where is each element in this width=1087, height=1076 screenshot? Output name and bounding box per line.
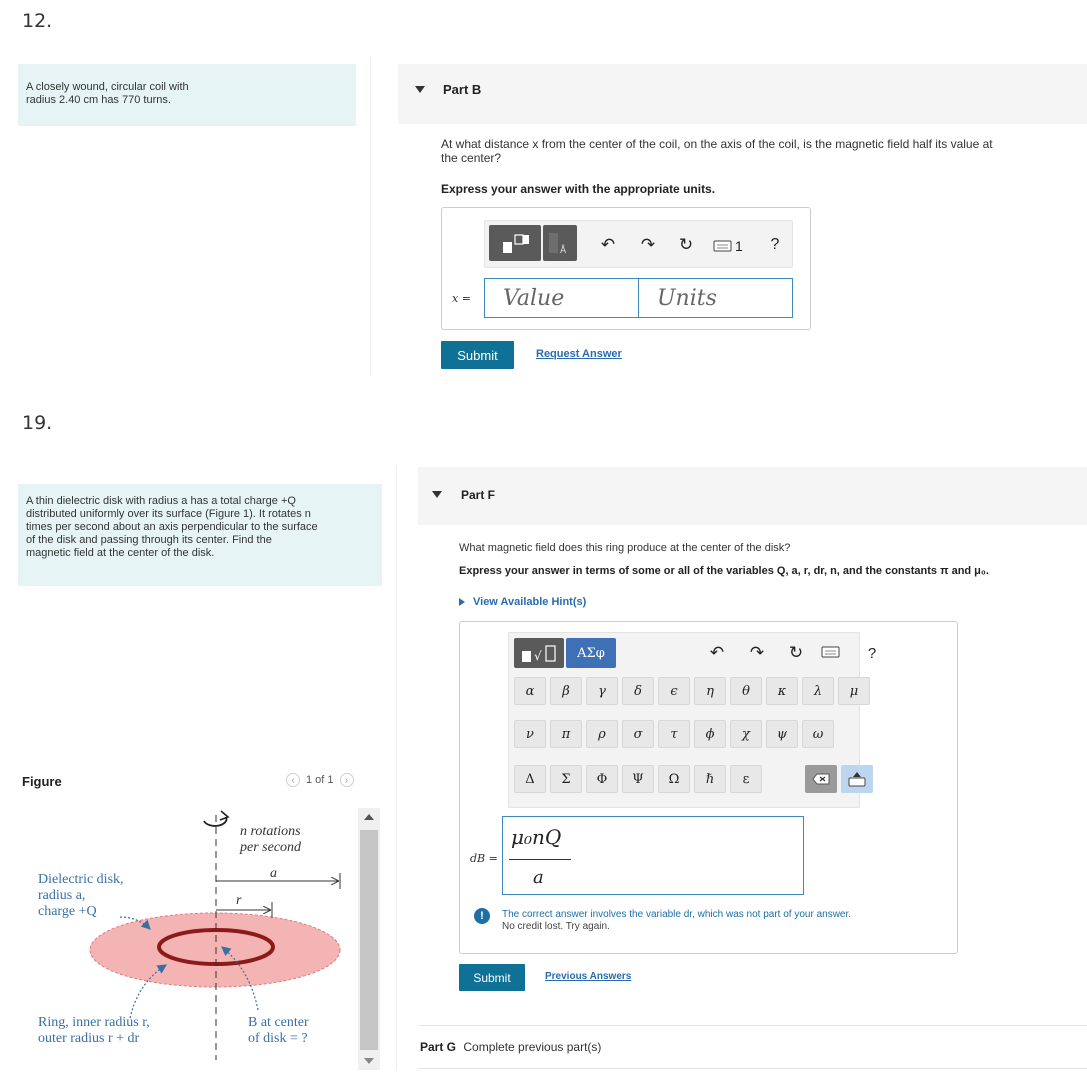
scroll-down-arrow-icon[interactable] <box>364 1058 374 1064</box>
collapse-caret-icon[interactable] <box>432 491 442 498</box>
column-divider <box>370 58 371 376</box>
problem-text-line: times per second about an axis perpendicular to the surface <box>26 521 318 533</box>
equation-toolbar <box>484 220 793 268</box>
part-g-header[interactable] <box>420 1040 601 1054</box>
greek-key[interactable]: α <box>514 677 546 705</box>
answer-instruction: Express your answer in terms of some or all of the variables Q, a, r, dr, n, and the constants π and μ₀. <box>459 565 989 577</box>
part-title: Part G <box>420 1040 457 1054</box>
figure-label-a: a <box>270 866 277 881</box>
feedback-line: No credit lost. Try again. <box>502 921 610 932</box>
answer-numerator: μ₀nQ <box>511 825 562 849</box>
keyboard-icon <box>713 239 733 253</box>
answer-variable-label: dB = <box>470 852 498 865</box>
feedback-alert-icon: ! <box>474 908 490 924</box>
greek-key[interactable]: ϵ <box>658 677 690 705</box>
scroll-up-arrow-icon[interactable] <box>364 814 374 820</box>
view-hints-label: View Available Hint(s) <box>473 596 587 608</box>
submit-button[interactable]: Submit <box>459 964 525 991</box>
figure-label-line: Dielectric disk, <box>38 872 124 887</box>
templates-icon <box>489 225 541 261</box>
greek-key[interactable]: μ <box>838 677 870 705</box>
keyboard-shortcuts-button[interactable] <box>713 236 755 256</box>
question-line: At what distance x from the center of the coil, on the axis of the coil, is the magnetic field half its value at <box>441 137 993 151</box>
units-icon <box>543 225 577 261</box>
question-text: What magnetic field does this ring produce at the center of the disk? <box>459 542 791 554</box>
previous-figure-button[interactable]: ‹ <box>286 773 300 787</box>
redo-icon[interactable]: ↷ <box>749 643 765 662</box>
submit-button[interactable]: Submit <box>441 341 514 369</box>
redo-icon[interactable]: ↷ <box>640 235 656 254</box>
figure-label-line: outer radius r + dr <box>38 1031 140 1046</box>
problem-statement-12 <box>18 64 356 126</box>
problem-text-line: A closely wound, circular coil with <box>26 81 189 93</box>
keyboard-shortcuts-button[interactable] <box>821 645 841 661</box>
greek-key[interactable]: π <box>550 720 582 748</box>
greek-keys-row-1 <box>514 677 886 705</box>
scrollbar-thumb[interactable] <box>360 830 378 1050</box>
keyboard-icon <box>821 645 841 659</box>
figure-scrollbar[interactable] <box>358 808 380 1070</box>
problem-statement-19 <box>18 484 382 586</box>
part-divider <box>418 1068 1087 1069</box>
problem-text-line: magnetic field at the center of the disk. <box>26 547 215 559</box>
greek-key[interactable]: χ <box>730 720 762 748</box>
greek-key[interactable]: Ω <box>658 765 690 793</box>
figure-label-b <box>248 1015 309 1047</box>
greek-key[interactable]: Φ <box>586 765 618 793</box>
greek-key[interactable]: Ψ <box>622 765 654 793</box>
problem-text-line: A thin dielectric disk with radius a has a total charge +Q <box>26 495 296 507</box>
part-title: Part B <box>443 82 482 97</box>
figure-pager <box>286 773 354 787</box>
feedback-message <box>502 909 851 933</box>
problem-text-line: of the disk and passing through its center. Find the <box>26 534 272 546</box>
greek-key[interactable]: θ <box>730 677 762 705</box>
greek-key[interactable]: λ <box>802 677 834 705</box>
reset-icon[interactable]: ↻ <box>788 643 804 662</box>
request-answer-link[interactable]: Request Answer <box>536 348 622 360</box>
answer-box <box>441 207 811 330</box>
part-divider <box>418 1025 1087 1026</box>
greek-key[interactable]: ϕ <box>694 720 726 748</box>
question-number-19: 19. <box>22 412 53 434</box>
figure-label-ring <box>38 1015 150 1047</box>
greek-key[interactable]: τ <box>658 720 690 748</box>
greek-key[interactable]: κ <box>766 677 798 705</box>
part-status: Complete previous part(s) <box>463 1040 602 1054</box>
fraction-bar <box>509 859 571 860</box>
next-figure-button[interactable]: › <box>340 773 354 787</box>
variable-label: x = <box>452 292 471 305</box>
keyboard-count: 1 <box>735 238 743 254</box>
question-number-12: 12. <box>22 10 53 32</box>
backspace-icon <box>812 773 830 785</box>
templates-icon <box>514 638 564 668</box>
templates-button[interactable] <box>514 638 564 668</box>
templates-button[interactable] <box>489 225 541 261</box>
help-button[interactable]: ? <box>867 644 877 662</box>
figure-pager-label: 1 of 1 <box>306 774 334 786</box>
figure-label-line: per second <box>240 840 302 855</box>
keyboard-toggle-button[interactable] <box>841 765 873 793</box>
svg-text:√: √ <box>534 649 542 663</box>
part-f-header[interactable] <box>418 467 1087 525</box>
greek-key[interactable]: γ <box>586 677 618 705</box>
greek-key[interactable]: δ <box>622 677 654 705</box>
greek-key[interactable]: σ <box>622 720 654 748</box>
dielectric-disk <box>90 913 340 987</box>
column-divider <box>396 465 397 1070</box>
figure-title: Figure <box>22 774 62 789</box>
figure-label-line: Ring, inner radius r, <box>38 1015 150 1030</box>
greek-key[interactable]: ψ <box>766 720 798 748</box>
figure-label-line: n rotations <box>240 824 301 839</box>
part-title: Part F <box>461 488 496 502</box>
feedback-line: The correct answer involves the variable dr, which was not part of your answer. <box>502 909 852 920</box>
greek-key[interactable]: Σ <box>550 765 582 793</box>
figure-label-disk <box>38 872 124 920</box>
backspace-button[interactable] <box>805 765 837 793</box>
previous-answers-link[interactable]: Previous Answers <box>545 971 632 982</box>
answer-input[interactable] <box>502 816 804 895</box>
figure-label-line: B at center <box>248 1015 309 1030</box>
units-input[interactable]: Units <box>638 278 793 318</box>
answer-denominator: a <box>533 867 544 888</box>
undo-icon[interactable]: ↶ <box>709 643 725 662</box>
greek-key[interactable]: ω <box>802 720 834 748</box>
view-hints-toggle[interactable] <box>459 596 586 608</box>
problem-text-line: distributed uniformly over its surface (Figure 1). It rotates n <box>26 508 311 520</box>
problem-text-line: radius 2.40 cm has 770 turns. <box>26 94 171 106</box>
figure-label-rotations <box>240 824 301 856</box>
answer-box <box>459 621 958 954</box>
units-templates-button[interactable] <box>543 225 577 261</box>
greek-tab-button[interactable]: AΣφ <box>566 638 616 668</box>
keyboard-icon <box>848 777 866 787</box>
greek-key[interactable]: Δ <box>514 765 546 793</box>
reset-icon[interactable]: ↻ <box>678 235 694 254</box>
greek-key[interactable]: ε <box>730 765 762 793</box>
svg-text:Å: Å <box>560 246 567 256</box>
greek-key[interactable]: β <box>550 677 582 705</box>
question-line: the center? <box>441 151 502 165</box>
figure-label-r: r <box>236 893 242 908</box>
undo-icon[interactable]: ↶ <box>600 235 616 254</box>
figure-label-line: of disk = ? <box>248 1031 308 1046</box>
part-b-header[interactable] <box>398 64 1087 124</box>
help-button[interactable]: ? <box>770 236 780 253</box>
greek-key[interactable]: ν <box>514 720 546 748</box>
answer-instruction: Express your answer with the appropriate units. <box>441 182 716 196</box>
greek-key[interactable]: η <box>694 677 726 705</box>
value-input[interactable]: Value <box>484 278 639 318</box>
figure-label-line: radius a, <box>38 888 86 903</box>
collapse-caret-icon[interactable] <box>415 86 425 93</box>
question-text <box>441 137 1086 165</box>
greek-key[interactable]: ρ <box>586 720 618 748</box>
figure-label-line: charge +Q <box>38 904 97 919</box>
expand-caret-icon <box>459 598 465 606</box>
greek-key[interactable]: ℏ <box>694 765 726 793</box>
equation-toolbar <box>508 632 877 808</box>
greek-keys-row-2 <box>514 720 886 748</box>
